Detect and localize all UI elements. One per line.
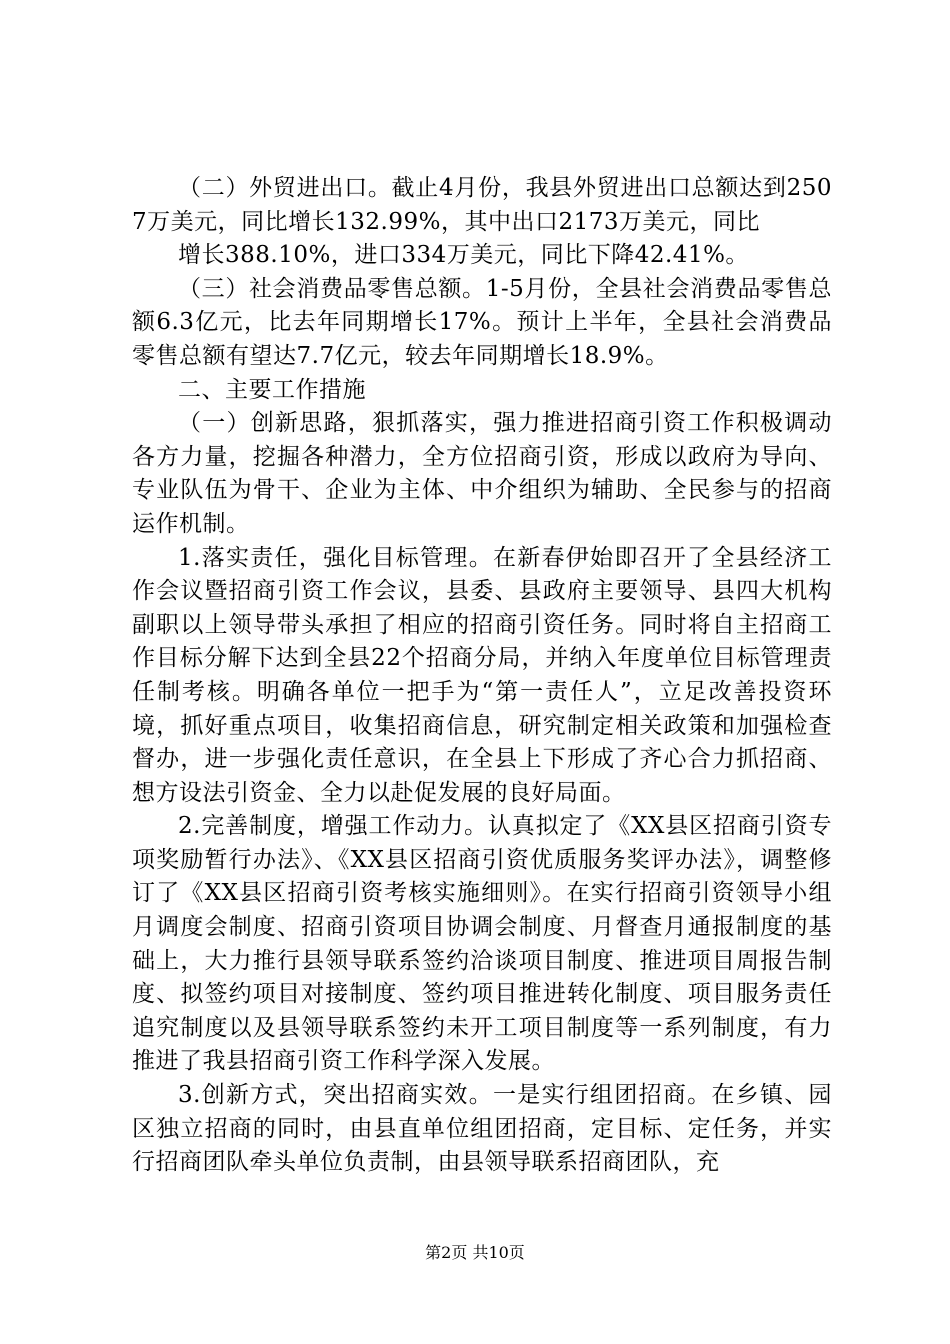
paragraph-retail-sales: （三）社会消费品零售总额。1-5月份，全县社会消费品零售总额6.3亿元，比去年同期增长17%。预计上半年，全县社会消费品零售总额有望达7.7亿元，较去年同期增长18.9%。 (132, 275, 832, 369)
paragraph-foreign-trade-continued: 增长388.10%，进口334万美元，同比下降42.41%。 (178, 242, 749, 269)
paragraph-responsibility: 1.落实责任，强化目标管理。在新春伊始即召开了全县经济工作会议暨招商引资工作会议，县委、县政府主要领导、县四大机构副职以上领导带头承担了相应的招商引资任务。同时将自主招商工作目标分解下达到全县22个招商分局，并纳入年度单位目标管理责任制考核。明确各单位一把手为“第一责任人”，立足改善投资环境，抓好重点项目，收集招商信息，研究制定相关政策和加强检查督办，进一步强化责任意识，在全县上下形成了齐心合力抓招商、想方设法引资金、全力以赴促发展的良好局面。 (132, 544, 832, 806)
section-heading-measures: 二、主要工作措施 (178, 376, 366, 403)
paragraph-foreign-trade: （二）外贸进出口。截止4月份，我县外贸进出口总额达到2507万美元，同比增长132.99%，其中出口2173万美元，同比 (132, 175, 832, 235)
paragraph-innovation: （一）创新思路，狠抓落实，强力推进招商引资工作积极调动各方力量，挖掘各种潜力，全方位招商引资，形成以政府为导向、专业队伍为骨干、企业为主体、中介组织为辅助、全民参与的招商运作机制。 (132, 410, 832, 537)
body-text (132, 172, 832, 1180)
paragraph-system: 2.完善制度，增强工作动力。认真拟定了《XX县区招商引资专项奖励暂行办法》、《XX县区招商引资优质服务奖评办法》，调整修订了《XX县区招商引资考核实施细则》。在实行招商引资领导小组月调度会制度、招商引资项目协调会制度、月督查月通报制度的基础上，大力推行县领导联系签约洽谈项目制度、推进项目周报告制度、拟签约项目对接制度、签约项目推进转化制度、项目服务责任追究制度以及县领导联系签约未开工项目制度等一系列制度，有力推进了我县招商引资工作科学深入发展。 (132, 813, 832, 1075)
page-footer: 第2页 共10页 (425, 1243, 525, 1262)
paragraph-methods: 3.创新方式，突出招商实效。一是实行组团招商。在乡镇、园区独立招商的同时，由县直单位组团招商，定目标、定任务，并实行招商团队牵头单位负责制，由县领导联系招商团队，充 (132, 1082, 832, 1176)
